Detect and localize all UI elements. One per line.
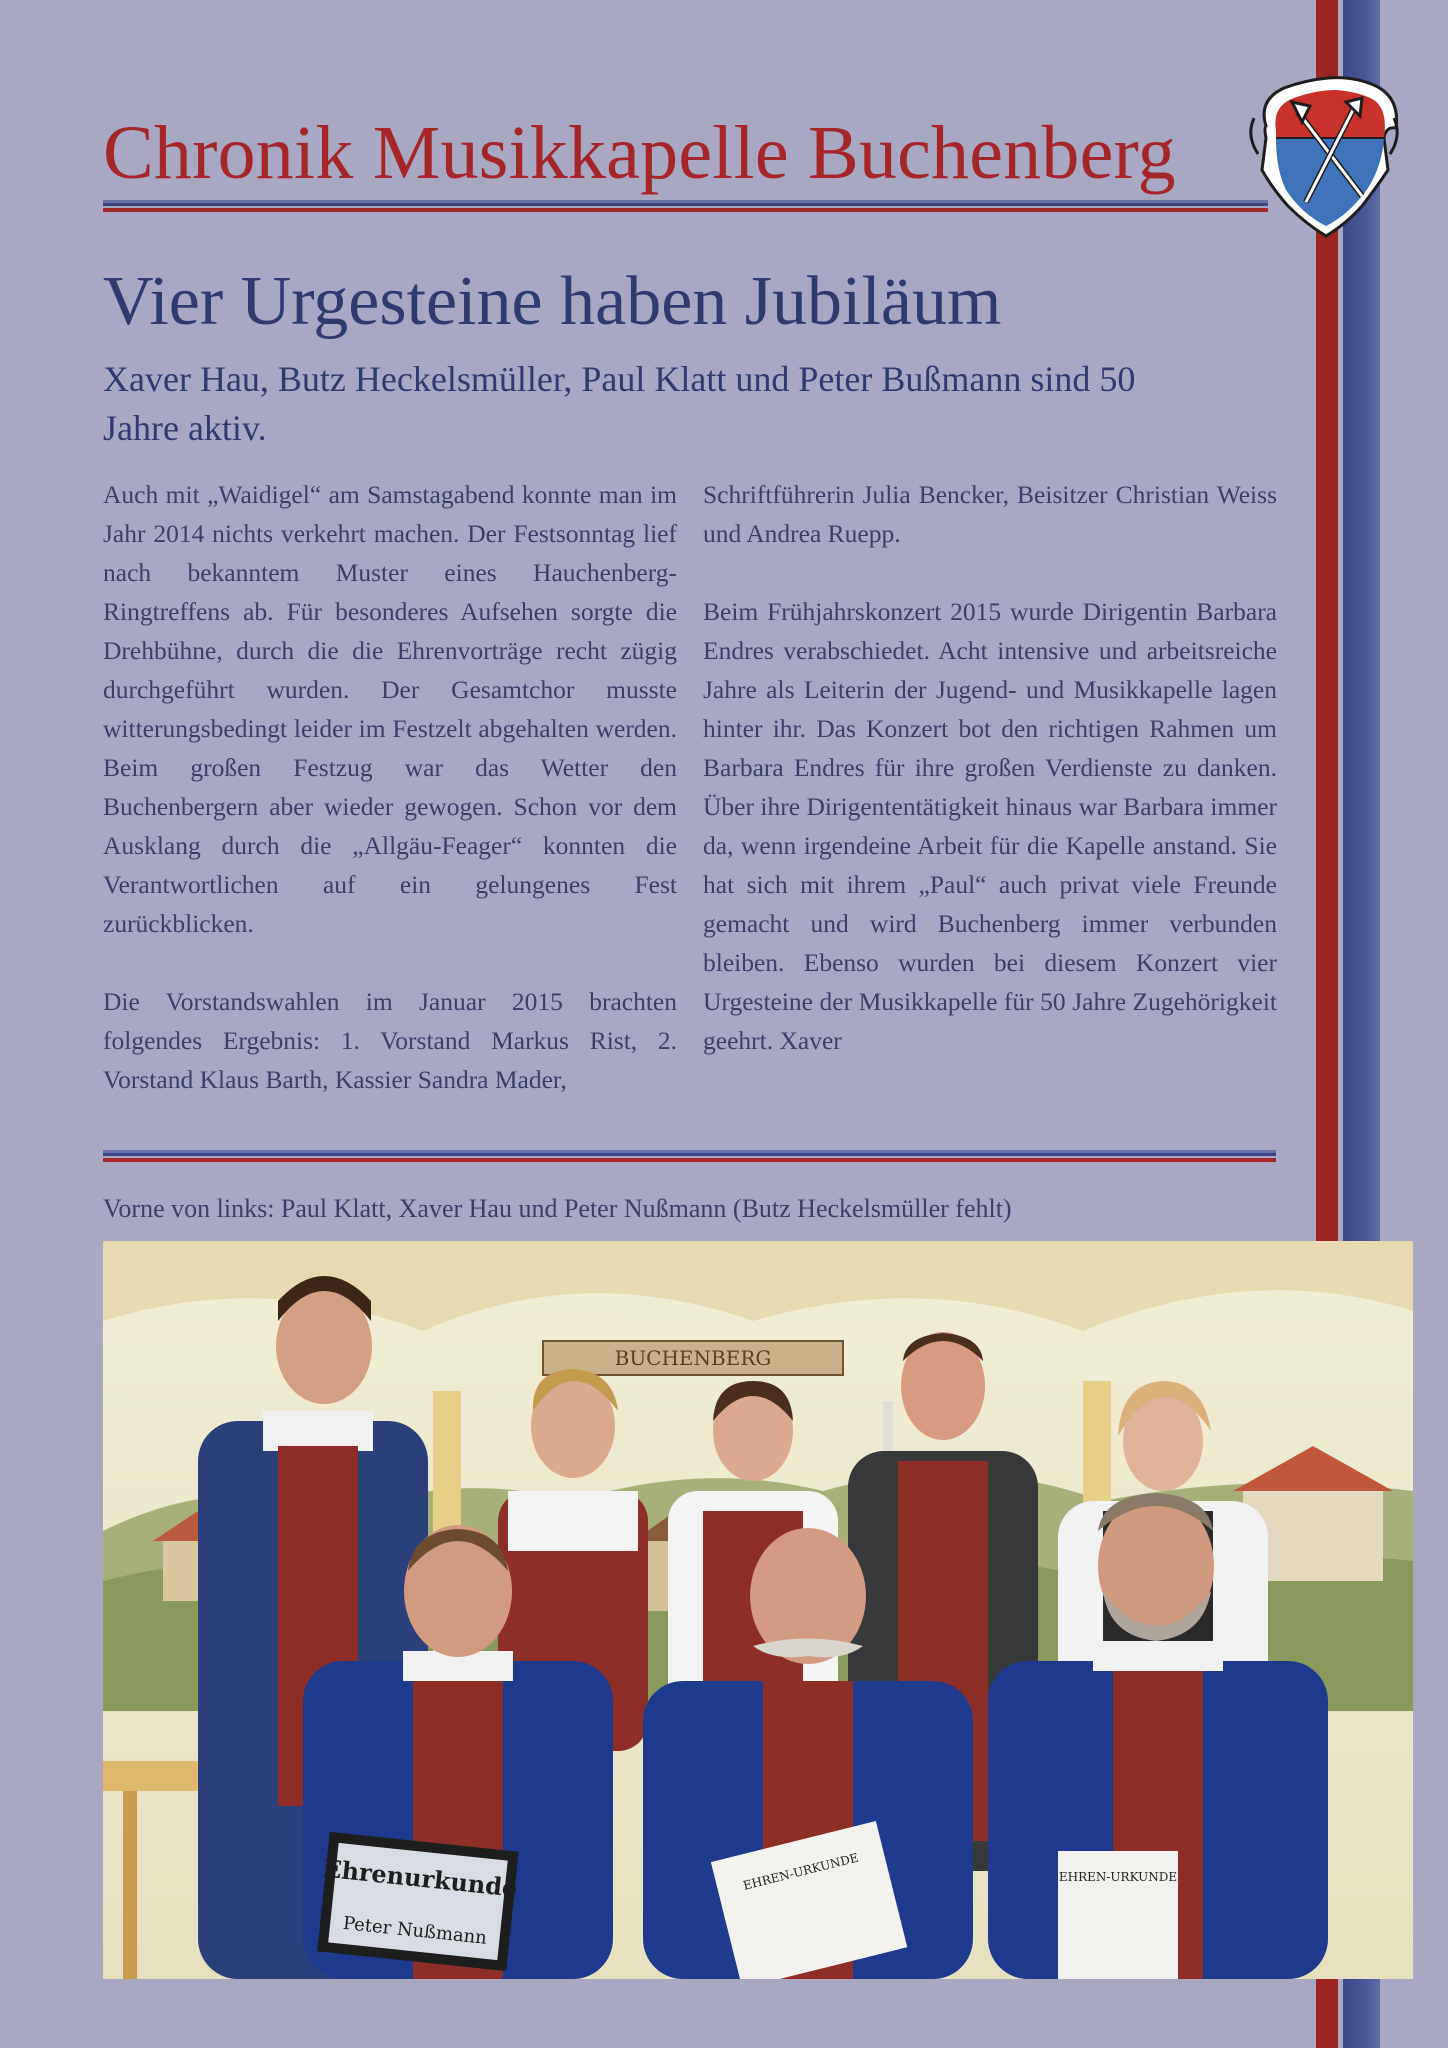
mural-sign-text: BUCHENBERG: [614, 1346, 772, 1370]
page-header-title: Chronik Musikkapelle Buchenberg: [103, 111, 1176, 195]
certificate-left-name: Peter Nußmann: [341, 1912, 488, 1949]
certificate-right-title: EHREN-URKUNDE: [1058, 1870, 1178, 1884]
header-divider: [103, 200, 1268, 212]
article-paragraph: Beim Frühjahrskonzert 2015 wurde Dirigentin Barbara Endres verabschiedet. Acht intensive und arbeitsreiche Jahre als Leiterin der Jugend- und Musikkapelle lagen hinter ihr. Das Konzert bot den richtigen Rahmen um Barbara Endres für ihre großen Verdienste zu danken. Über ihre Dirigententätigkeit hinaus war Barbara immer da, wenn irgendeine Arbeit für die Kapelle anstand. Sie hat sich mit ihrem „Paul“ auch privat viele Freunde gemacht und wird Buchenberg immer verbunden bleiben. Ebenso wurden bei diesem Konzert vier Urgesteine der Musikkapelle für 50 Jahre Zugehörigkeit geehrt. Xaver: [703, 597, 1277, 1055]
article-paragraph: Die Vorstandswahlen im Januar 2015 brachten folgendes Ergebnis: 1. Vorstand Markus Rist, 2. Vorstand Klaus Barth, Kassier Sandra Mader,: [103, 987, 677, 1094]
certificate-left-title: Ehrenurkunde: [322, 1853, 519, 1903]
article-paragraph: Schriftführerin Julia Bencker, Beisitzer Christian Weiss und Andrea Ruepp.: [703, 480, 1277, 548]
article-column-right: [703, 475, 1277, 1099]
article-paragraph: Auch mit „Waidigel“ am Samstagabend konnte man im Jahr 2014 nichts verkehrt machen. Der Festsonntag lief nach bekanntem Muster eines Hauchenberg-Ringtreffens ab. Für besonderes Aufsehen sorgte die Drehbühne, durch die die Ehrenvorträge recht zügig durchgeführt wurden. Der Gesamtchor musste witterungsbedingt leider im Festzelt abgehalten werden. Beim großen Festzug war das Wetter den Buchenbergern aber wieder gewogen. Schon vor dem Ausklang durch die „Allgäu-Feager“ konnten die Verantwortlichen auf ein gelungenes Fest zurückblicken.: [103, 480, 677, 938]
certificate-middle-title: EHREN-URKUNDE: [741, 1850, 860, 1893]
article-subheadline: Xaver Hau, Butz Heckelsmüller, Paul Klatt und Peter Bußmann sind 50 Jahre aktiv.: [103, 359, 1136, 448]
article-headline: Vier Urgesteine haben Jubiläum: [103, 263, 1002, 340]
coat-of-arms-icon: [1236, 66, 1412, 242]
section-divider: [103, 1150, 1276, 1162]
photo-caption: Vorne von links: Paul Klatt, Xaver Hau und Peter Nußmann (Butz Heckelsmüller fehlt): [103, 1194, 1012, 1223]
group-photo: [103, 1241, 1413, 1979]
article-column-left: [103, 475, 677, 1138]
